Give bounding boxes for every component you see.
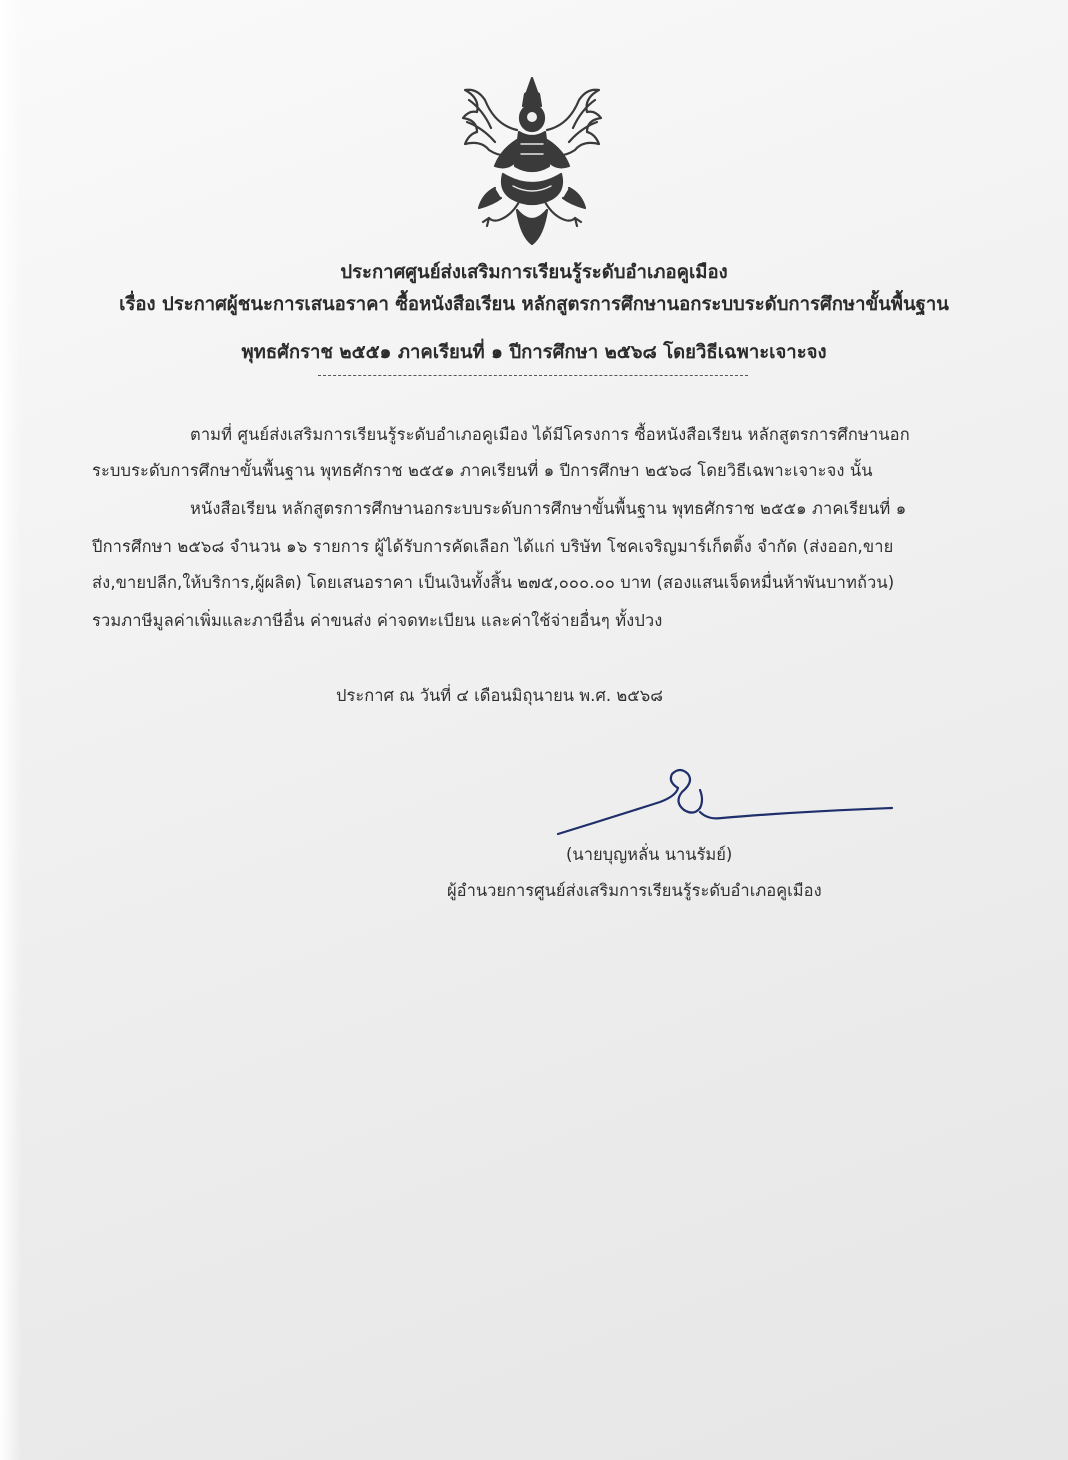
body-line: ปีการศึกษา ๒๕๖๘ จำนวน ๑๖ รายการ ผู้ได้รับการคัดเลือก ได้แก่ บริษัท โชคเจริญมาร์เก็ตติ้ง จำกัด (ส่งออก,ขาย [92,537,894,556]
signer-name: (นายบุญหลั่น นานรัมย์) [566,845,733,864]
announcement-date: ประกาศ ณ วันที่ ๔ เดือนมิถุนายน พ.ศ. ๒๕๖๘ [336,686,663,705]
handwritten-signature [550,760,900,850]
body-line: ระบบระดับการศึกษาขั้นพื้นฐาน พุทธศักราช ๒๕๕๑ ภาคเรียนที่ ๑ ปีการศึกษา ๒๕๖๘ โดยวิธีเฉพาะเจาะจง นั้น [92,461,873,480]
body-line: รวมภาษีมูลค่าเพิ่มและภาษีอื่น ค่าขนส่ง ค่าจดทะเบียน และค่าใช้จ่ายอื่นๆ ทั้งปวง [92,611,663,630]
paper-edge-highlight [0,0,22,1460]
announcement-subject-continued: พุทธศักราช ๒๕๕๑ ภาคเรียนที่ ๑ ปีการศึกษา ๒๕๖๘ โดยวิธีเฉพาะเจาะจง [241,342,827,363]
body-line: ตามที่ ศูนย์ส่งเสริมการเรียนรู้ระดับอำเภอคูเมือง ได้มีโครงการ ซื้อหนังสือเรียน หลักสูตรการศึกษานอก [190,425,910,444]
body-line: หนังสือเรียน หลักสูตรการศึกษานอกระบบระดับการศึกษาขั้นพื้นฐาน พุทธศักราช ๒๕๕๑ ภาคเรียนที่ ๑ [190,499,907,518]
body-line: ส่ง,ขายปลีก,ให้บริการ,ผู้ผลิต) โดยเสนอราคา เป็นเงินทั้งสิ้น ๒๗๕,๐๐๐.๐๐ บาท (สองแสนเจ็ดหมื่นห้าพันบาทถ้วน) [92,573,895,592]
garuda-emblem [455,70,610,250]
announcement-title: ประกาศศูนย์ส่งเสริมการเรียนรู้ระดับอำเภอคูเมือง [340,262,728,283]
signer-title: ผู้อำนวยการศูนย์ส่งเสริมการเรียนรู้ระดับอำเภอคูเมือง [447,881,822,900]
announcement-subject: เรื่อง ประกาศผู้ชนะการเสนอราคา ซื้อหนังสือเรียน หลักสูตรการศึกษานอกระบบระดับการศึกษาขั้นพื้นฐาน [119,294,949,315]
heading-divider [318,375,748,376]
